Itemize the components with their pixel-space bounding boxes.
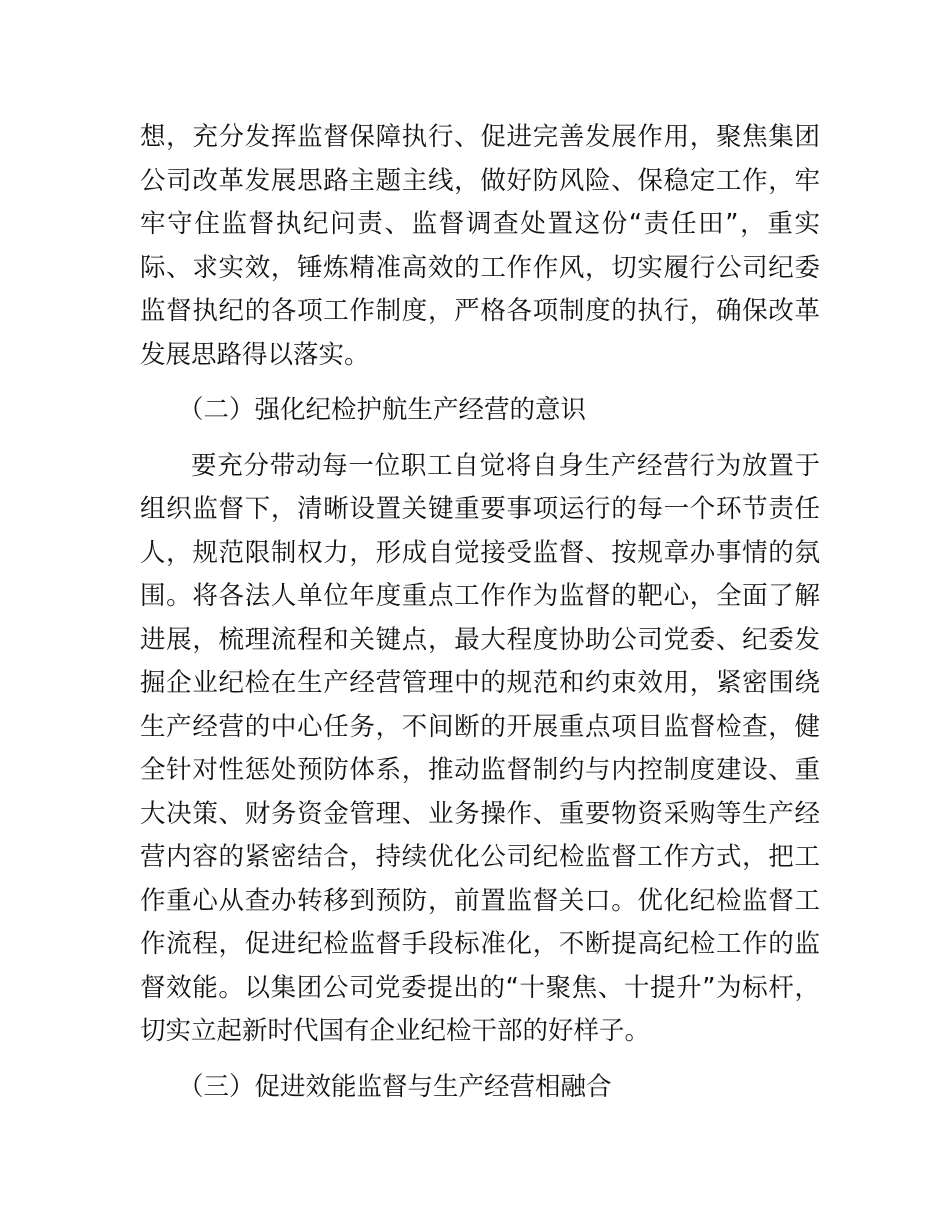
- body-paragraph-1: 想，充分发挥监督保障执行、促进完善发展作用，聚焦集团公司改革发展思路主题主线，做好防风险、保稳定工作，牢牢守住监督执纪问责、监督调查处置这份“责任田”，重实际、求实效，锤炼精准高效的工作作风，切实履行公司纪委监督执纪的各项工作制度，严格各项制度的执行，确保改革发展思路得以落实。: [140, 122, 820, 370]
- document-page: [140, 116, 820, 1121]
- body-paragraph-2: 要充分带动每一位职工自觉将自身生产经营行为放置于组织监督下，清晰设置关键重要事项运行的每一个环节责任人，规范限制权力，形成自觉接受监督、按规章办事情的氛围。将各法人单位年度重点工作作为监督的靶心，全面了解进展，梳理流程和关键点，最大程度协助公司党委、纪委发掘企业纪检在生产经营管理中的规范和约束效用，紧密围绕生产经营的中心任务，不间断的开展重点项目监督检查，健全针对性惩处预防体系，推动监督制约与内控制度建设、重大决策、财务资金管理、业务操作、重要物资采购等生产经营内容的紧密结合，持续优化公司纪检监督工作方式，把工作重心从查办转移到预防，前置监督关口。优化纪检监督工作流程，促进纪检监督手段标准化，不断提高纪检工作的监督效能。以集团公司党委提出的“十聚焦、十提升”为标杆，切实立起新时代国有企业纪检干部的好样子。: [140, 450, 820, 1046]
- section-heading-2: （二）强化纪检护航生产经营的意识: [178, 395, 587, 425]
- section-heading-3: （三）促进效能监督与生产经营相融合: [178, 1071, 612, 1102]
